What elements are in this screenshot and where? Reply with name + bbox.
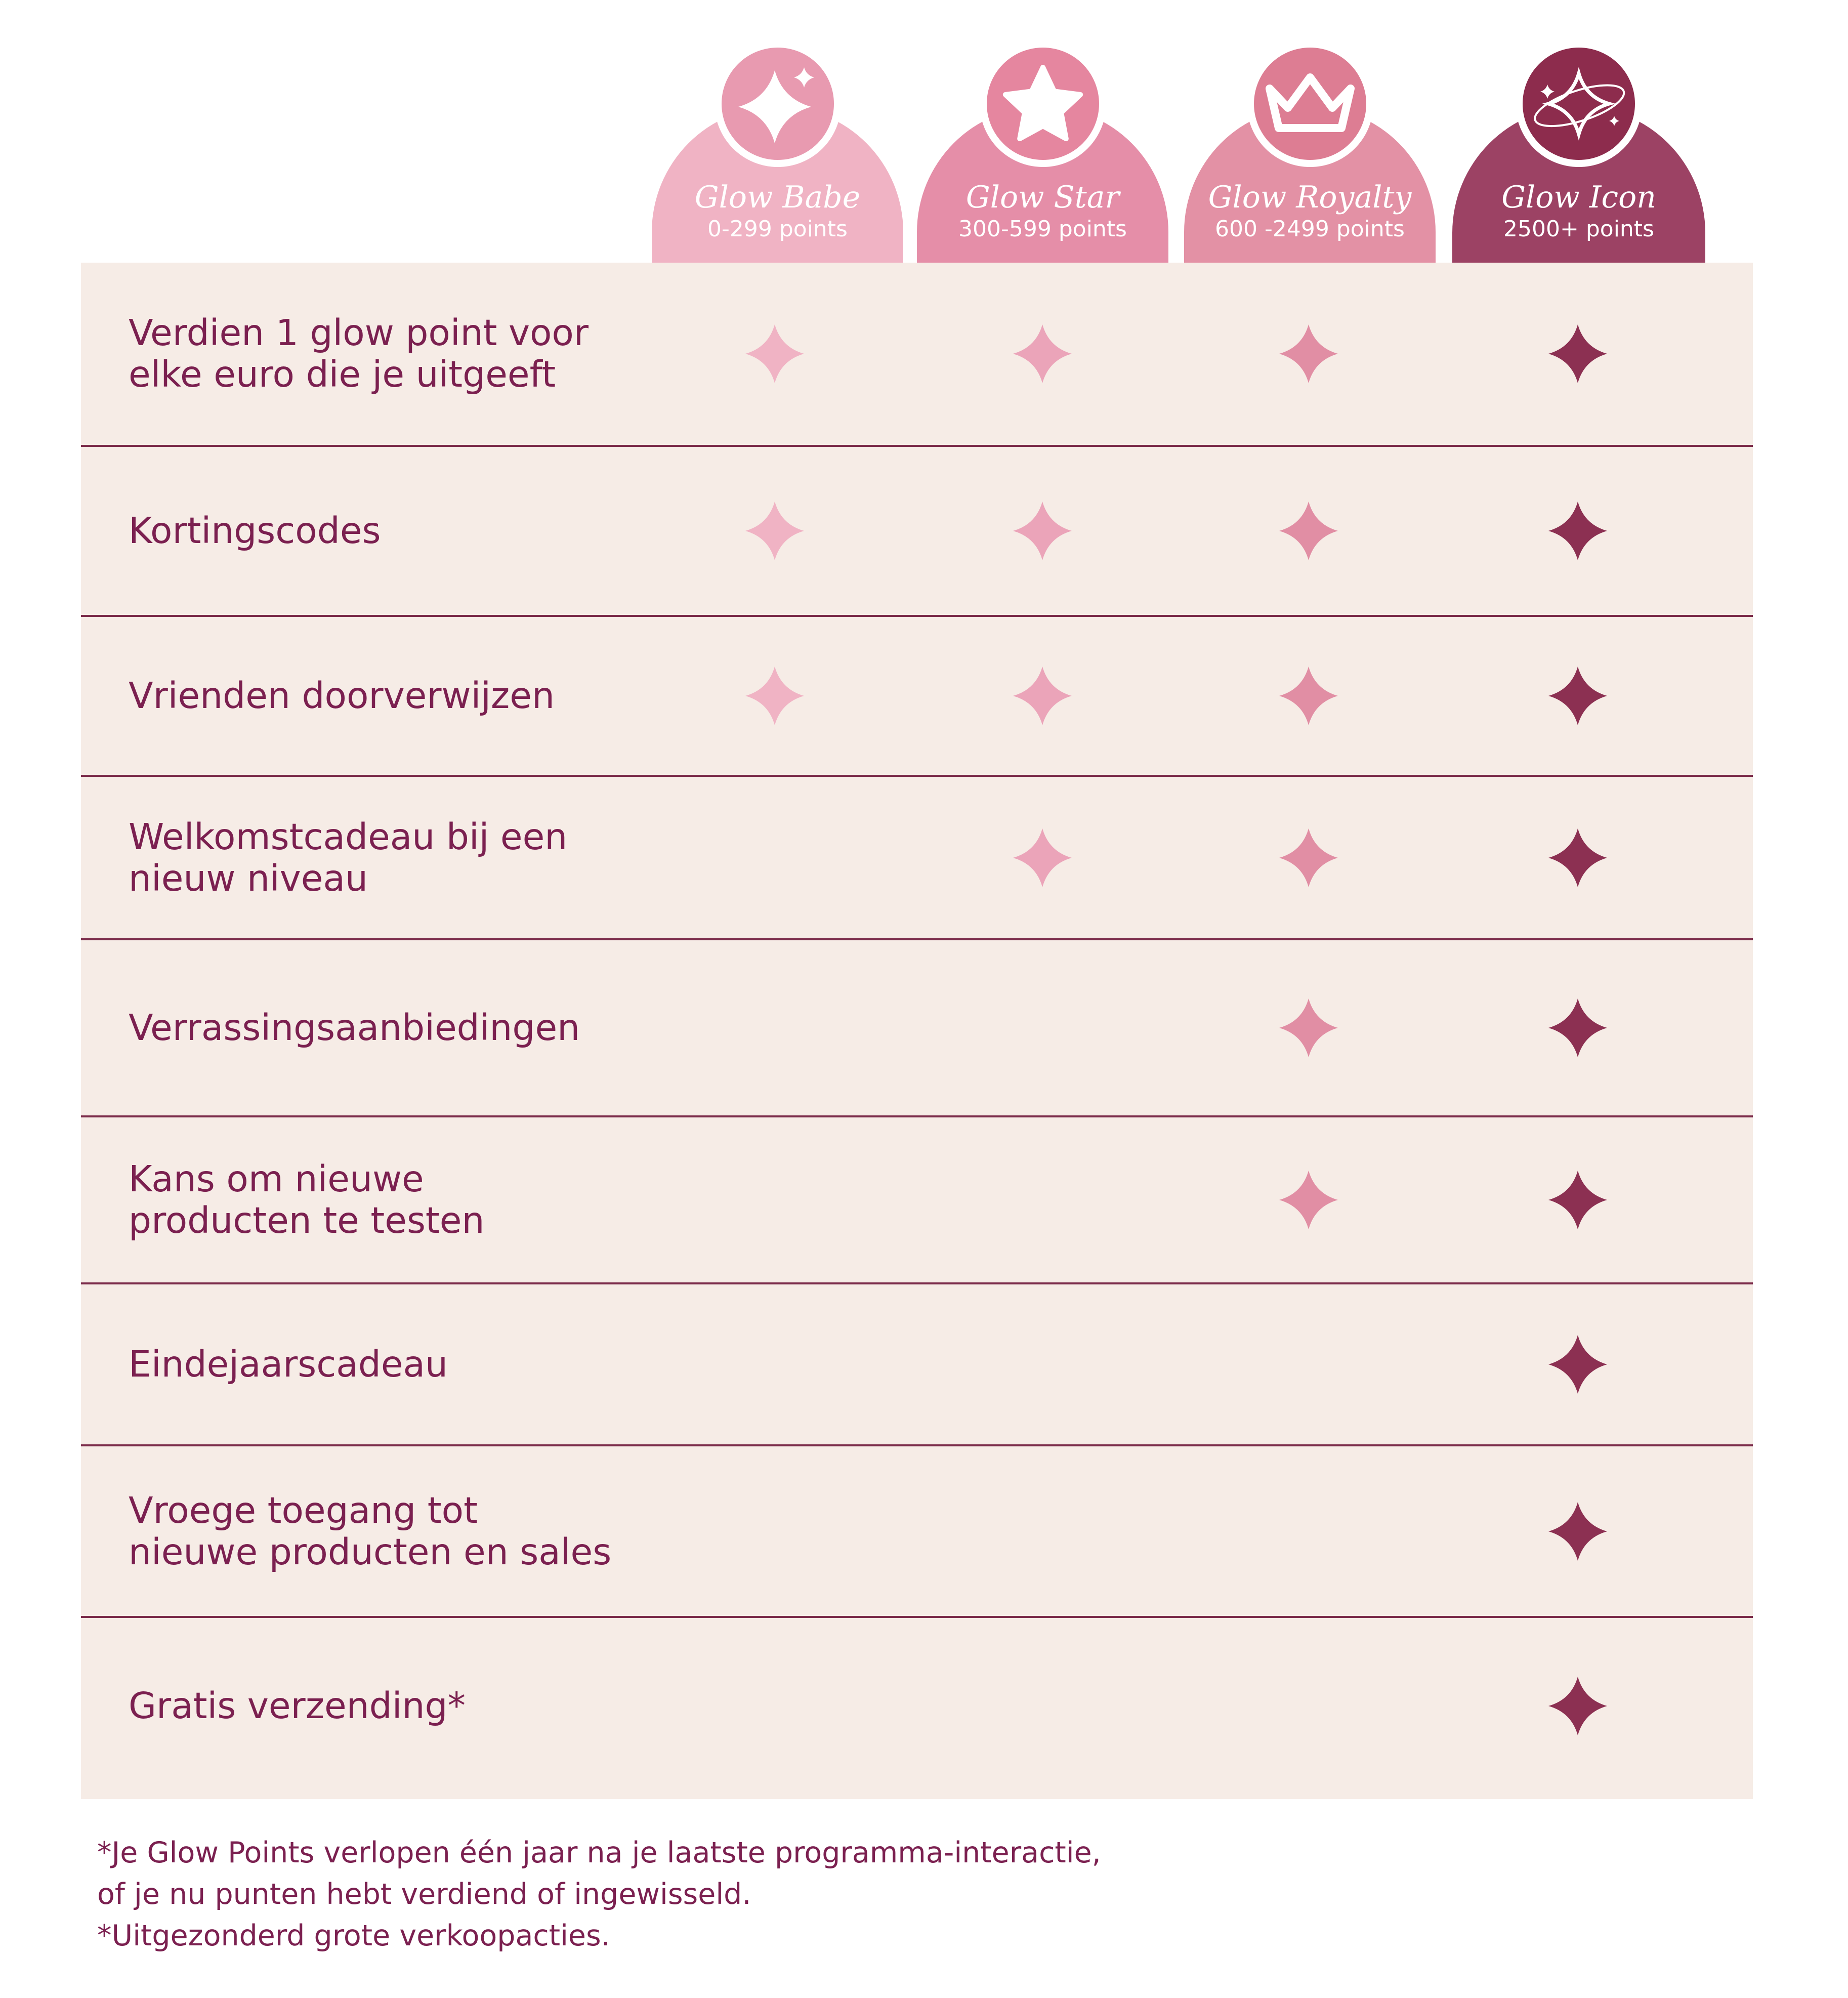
tier-points-range: 0-299 points [707,216,848,242]
included-sparkle-icon [1546,499,1609,562]
tier-glow-icon [1452,71,1705,263]
crown-icon [1247,40,1373,167]
included-sparkle-icon [1546,1500,1609,1563]
benefit-label: Welkomstcadeau bij een nieuw niveau [129,815,568,899]
included-sparkle-icon [1546,664,1609,727]
benefit-label: Verdien 1 glow point voor elke euro die je uitgeeft [129,312,589,395]
included-sparkle-icon [1277,664,1340,727]
included-sparkle-icon [1277,826,1340,889]
small-sparkle-shape [1540,85,1555,99]
footnotes [97,1832,1101,1957]
footnote-line: *Je Glow Points verlopen één jaar na je laatste programma-interactie, [97,1836,1101,1869]
tier-name: Glow Royalty [1208,180,1412,215]
benefit-label: Vrienden doorverwijzen [129,675,555,717]
benefits-table [81,263,1753,1799]
sparkle-shape [738,70,811,143]
star-icon [980,40,1106,167]
tier-name: Glow Star [965,180,1120,215]
included-sparkle-icon [1277,322,1340,385]
included-sparkle-icon [1011,499,1074,562]
table-row [81,777,1753,940]
tier-name: Glow Babe [694,180,861,215]
benefit-label: Kans om nieuwe producten te testen [129,1158,485,1241]
tier-glow-royalty [1184,71,1436,263]
table-row [81,263,1753,447]
table-row [81,1446,1753,1618]
included-sparkle-icon [1011,664,1074,727]
included-sparkle-icon [1011,826,1074,889]
included-sparkle-icon [1277,996,1340,1059]
tier-points-range: 600 -2499 points [1215,216,1405,242]
table-row [81,1284,1753,1446]
footnote-line: *Uitgezonderd grote verkoopacties. [97,1919,610,1952]
sparkle-icon [715,40,841,167]
included-sparkle-icon [1277,1169,1340,1231]
benefit-label: Verrassingsaanbiedingen [129,1007,580,1049]
tier-name: Glow Icon [1501,180,1656,215]
table-row [81,1117,1753,1284]
tier-points-range: 2500+ points [1503,216,1654,242]
included-sparkle-icon [1011,322,1074,385]
orbit-ring [1530,77,1628,135]
table-row [81,940,1753,1117]
table-row [81,447,1753,617]
tier-glow-babe [652,71,903,263]
benefit-label: Eindejaarscadeau [129,1343,448,1385]
included-sparkle-icon [1546,322,1609,385]
benefit-label: Gratis verzending* [129,1685,466,1727]
tier-glow-star [917,71,1168,263]
star-shape [1005,67,1080,139]
benefit-label: Kortingscodes [129,510,381,552]
included-sparkle-icon [743,664,806,727]
included-sparkle-icon [1546,826,1609,889]
table-row [81,617,1753,777]
crown-shape [1270,77,1351,128]
tier-points-range: 300-599 points [958,216,1127,242]
benefit-label: Vroege toegang tot nieuwe producten en sales [129,1489,612,1573]
included-sparkle-icon [743,499,806,562]
small-sparkle-shape [1609,116,1619,126]
included-sparkle-icon [1546,1675,1609,1737]
small-sparkle-shape [794,67,814,88]
footnote-line: of je nu punten hebt verdiend of ingewisseld. [97,1878,751,1911]
included-sparkle-icon [1546,1169,1609,1231]
included-sparkle-icon [1277,499,1340,562]
table-row [81,1618,1753,1794]
orbit-sparkle-icon [1516,40,1642,167]
included-sparkle-icon [1546,1333,1609,1396]
included-sparkle-icon [1546,996,1609,1059]
included-sparkle-icon [743,322,806,385]
